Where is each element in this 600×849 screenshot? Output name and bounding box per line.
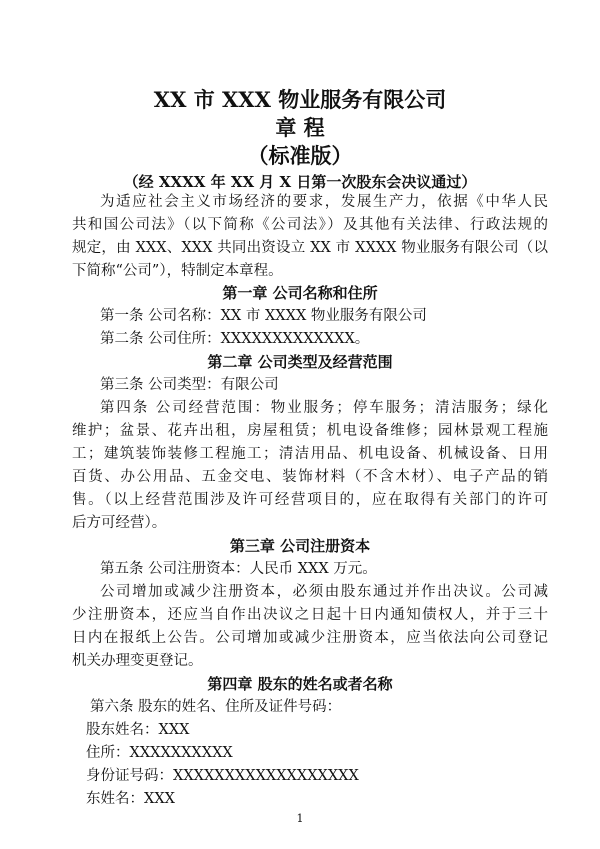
preamble-line: 共和国公司法》（以下简称《公司法》）及其他有关法律、行政法规的 (72, 217, 548, 233)
shareholder-name-partial: 东姓名：XXX (86, 791, 175, 807)
company-title: XX 市 XXX 物业服务有限公司 (153, 87, 447, 112)
shareholder-address: 住所：XXXXXXXXXX (86, 745, 233, 761)
chapter-2-heading: 第二章 公司类型及经营范围 (207, 353, 393, 371)
article-2: 第二条 公司住所：XXXXXXXXXXXXX。 (100, 331, 370, 347)
chapter-4-heading: 第四章 股东的姓名或者名称 (207, 675, 393, 693)
article-4-line: 维护；盆景、花卉出租，房屋租赁；机电设备维修；园林景观工程施 (72, 423, 548, 439)
article-4-line: 售。（以上经营范围涉及许可经营项目的，应在取得有关部门的许可 (72, 492, 548, 508)
capital-change-line: 日内在报纸上公告。公司增加或减少注册资本，应当依法向公司登记 (72, 630, 548, 646)
document-title: 章 程 (275, 115, 325, 140)
preamble-line: 为适应社会主义市场经济的要求，发展生产力，依据《中华人民 (100, 194, 548, 210)
capital-change-line: 少注册资本，还应当自作出决议之日起十日内通知债权人，并于三十 (72, 607, 548, 623)
version-label: （标准版） (247, 143, 353, 168)
article-6: 第六条 股东的姓名、住所及证件号码： (90, 699, 342, 715)
shareholder-name: 股东姓名：XXX (86, 722, 190, 738)
page-number: 1 (296, 812, 304, 825)
chapter-3-heading: 第三章 公司注册资本 (229, 537, 371, 555)
article-4-line: 百货、办公用品、五金交电、装饰材料（不含木材）、电子产品的销 (72, 469, 548, 485)
article-4-line: 后方可经营）。 (72, 515, 167, 531)
article-5: 第五条 公司注册资本：人民币 XXX 万元。 (100, 561, 377, 577)
shareholder-id-number: 身份证号码：XXXXXXXXXXXXXXXXXX (86, 768, 359, 784)
adoption-note: （经 XXXX 年 XX 月 X 日第一次股东会决议通过） (123, 173, 477, 191)
article-3: 第三条 公司类型：有限公司 (100, 377, 279, 393)
article-1: 第一条 公司名称：XX 市 XXXX 物业服务有限公司 (100, 308, 427, 324)
article-4-line: 工；建筑装饰装修工程施工；清洁用品、机电设备、机械设备、日用 (72, 446, 548, 462)
preamble-line: 规定，由 XXX、XXX 共同出资设立 XX 市 XXXX 物业服务有限公司（以 (72, 240, 548, 256)
chapter-1-heading: 第一章 公司名称和住所 (222, 284, 378, 302)
capital-change-line: 公司增加或减少注册资本，必须由股东通过并作出决议。公司减 (100, 584, 548, 600)
capital-change-line: 机关办理变更登记。 (72, 653, 203, 669)
preamble-line: 下简称“公司”），特制定本章程。 (72, 263, 283, 279)
article-4-line: 第四条 公司经营范围：物业服务；停车服务；清洁服务；绿化 (100, 400, 548, 416)
